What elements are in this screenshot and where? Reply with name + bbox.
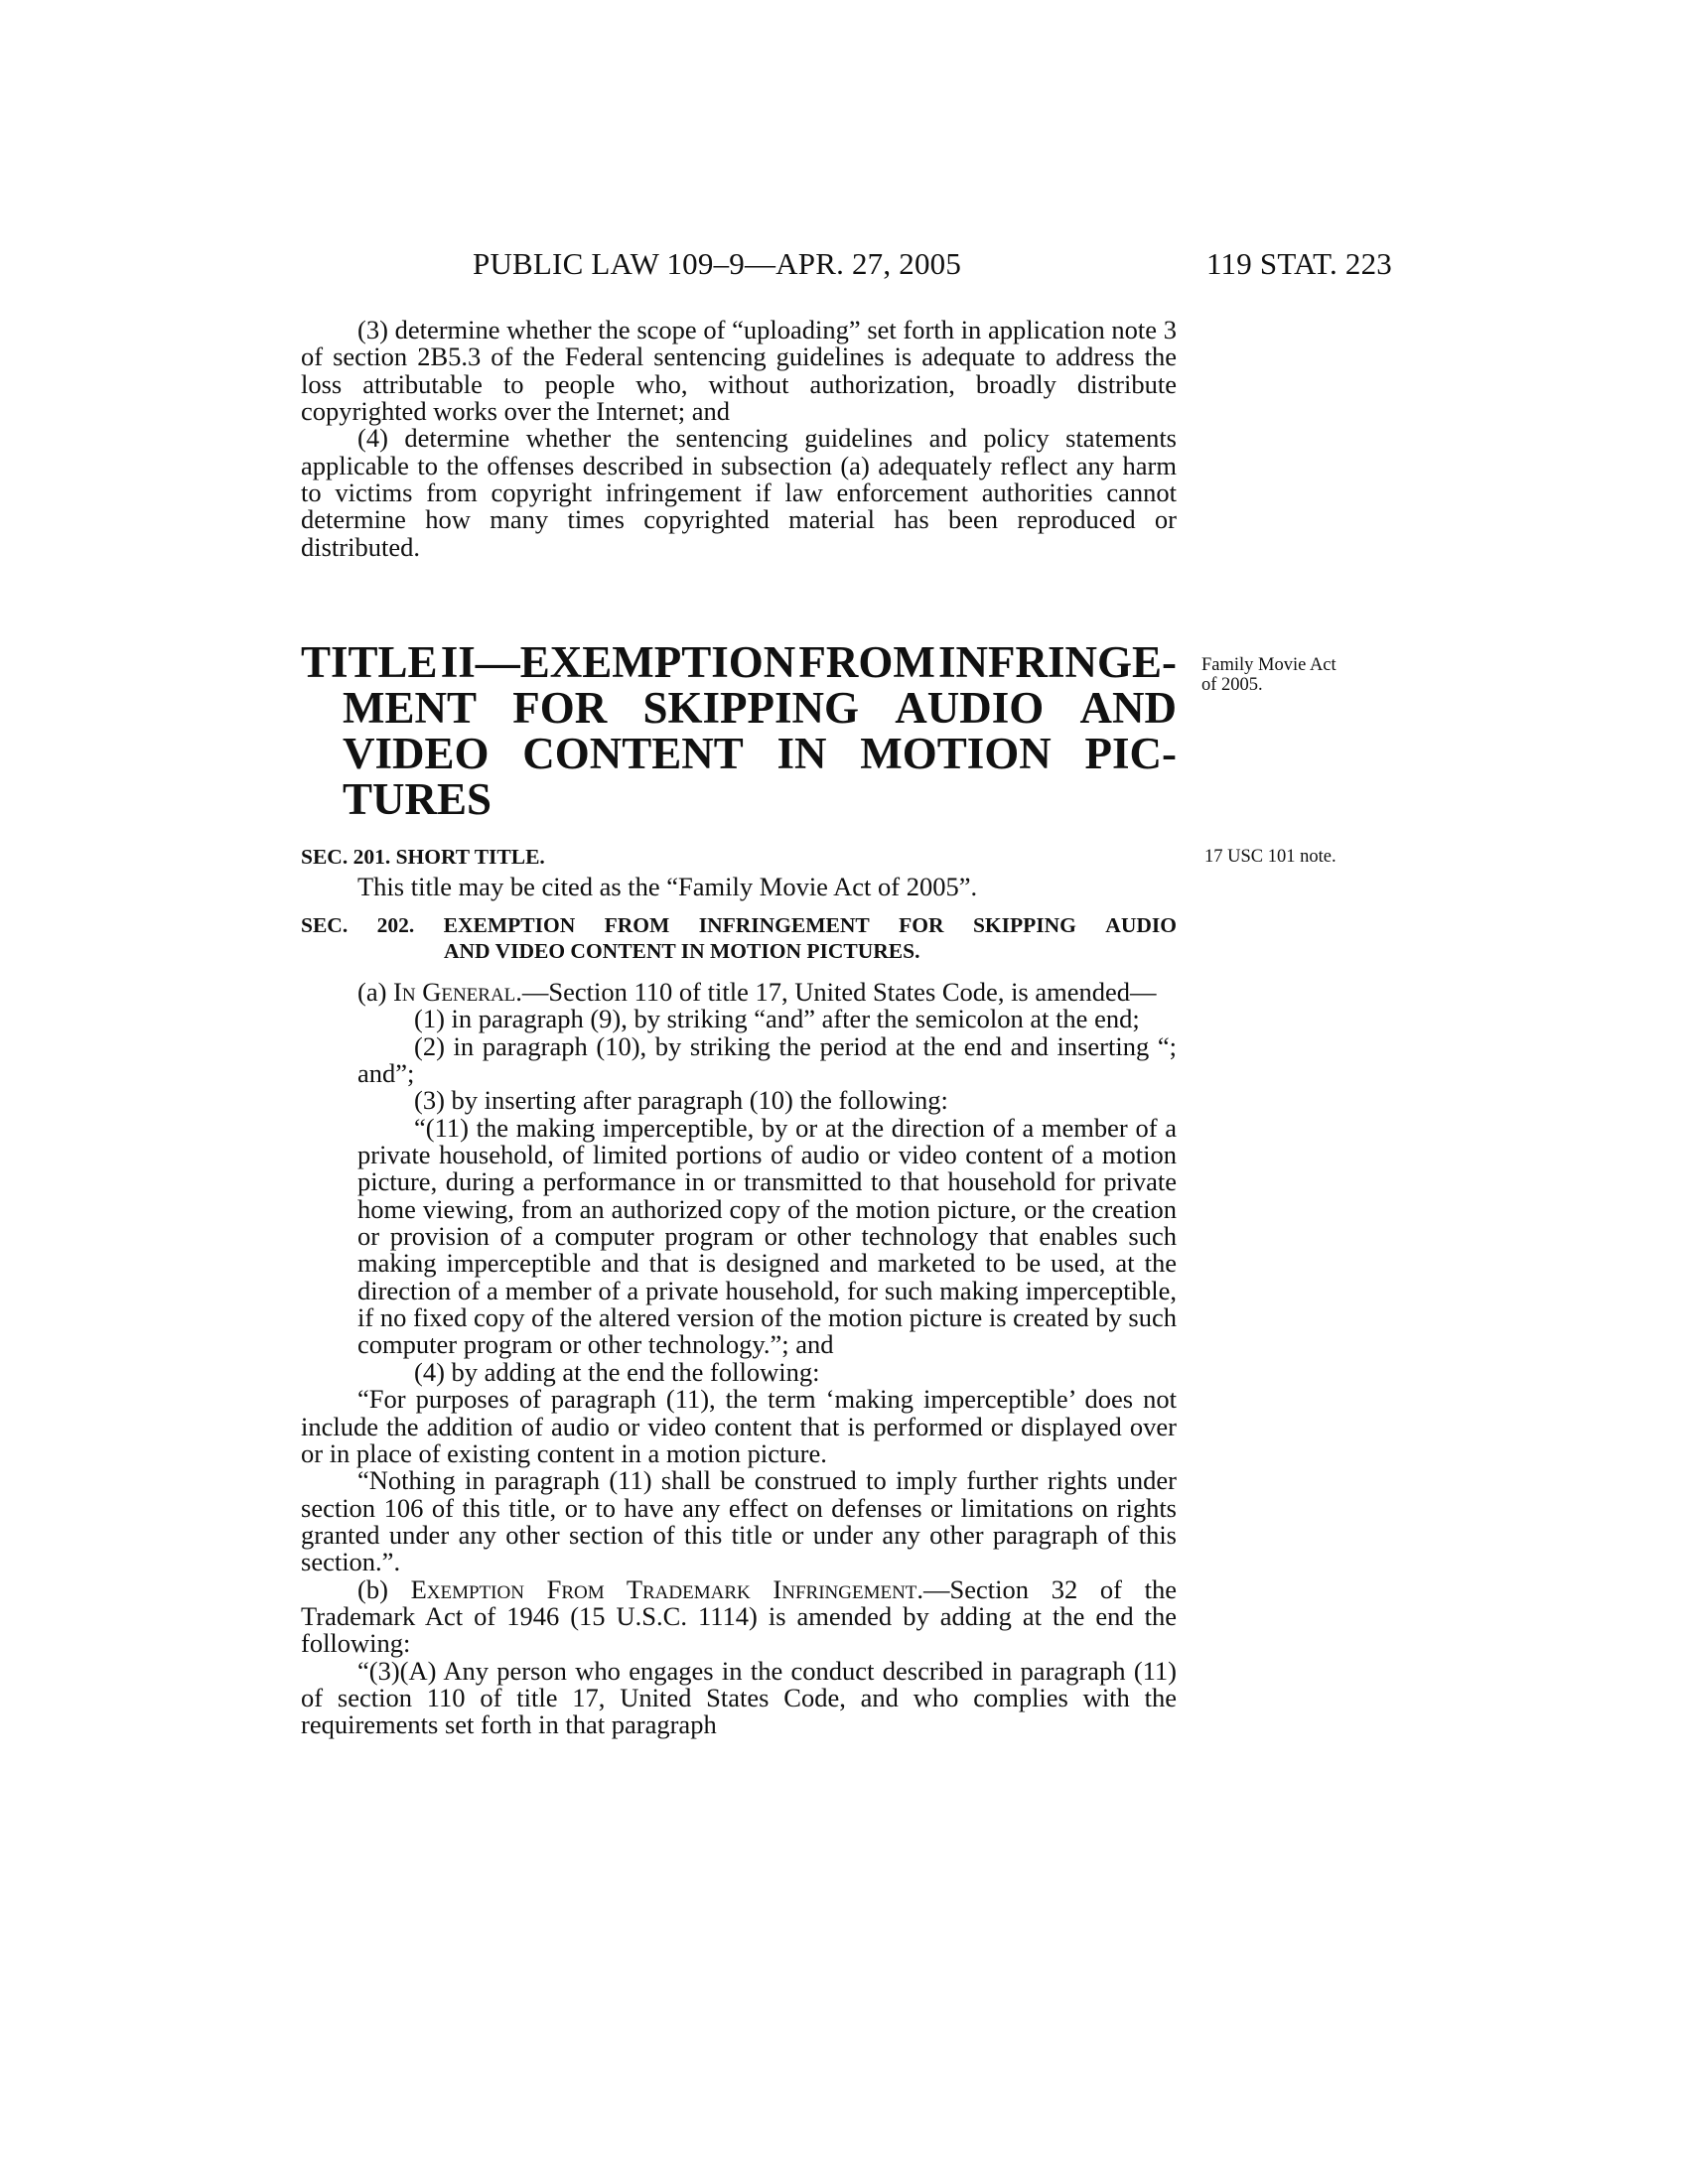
title-line-2: MENT FOR SKIPPING AUDIO AND — [343, 683, 1177, 733]
sec-201-heading: SEC. 201. SHORT TITLE. — [301, 845, 545, 869]
paragraph-4: (4) determine whether the sentencing guidelines and policy statements applicable to the offenses described in subsection (a) adequately reflect any harm to victims from copyright infringement if law enforcement authorities cannot determine how many times copyrighted material has been reproduced or distributed. — [301, 423, 1177, 562]
title-line-3: VIDEO CONTENT IN MOTION PIC- — [343, 729, 1177, 778]
title-ii-heading — [301, 639, 1177, 822]
quoted-nothing: “Nothing in paragraph (11) shall be construed to imply further rights under section 106 of this title, or to have any effect on defenses or limitations on rights granted under any other section of this title or under any other paragraph of this section.”. — [301, 1465, 1177, 1577]
amendment-2: (2) in paragraph (10), by striking the period at the end and inserting “; and”; — [357, 1030, 1177, 1089]
amendment-1: (1) in paragraph (9), by striking “and” after the semicolon at the end; — [414, 1004, 1140, 1034]
sec-201-text: This title may be cited as the “Family Movie Act of 2005”. — [357, 872, 978, 901]
paragraph-3: (3) determine whether the scope of “uploading” set forth in application note 3 of section 2B5.3 of the Federal sentencing guidelines is adequate to address the loss attributable to people who, without authorization, broadly distribute copyrighted works over the Internet; and — [301, 315, 1177, 427]
sec-202-body — [301, 979, 1177, 1739]
amendment-4: (4) by adding at the end the following: — [414, 1356, 820, 1387]
amendment-3: (3) by inserting after paragraph (10) the following: — [414, 1085, 948, 1116]
margin-note-family-movie-act: Family Movie Act of 2005. — [1201, 655, 1336, 695]
subsection-b: (b) Exemption From Trademark Infringement.—Section 32 of the Trademark Act of 1946 (15 U.S.C. 1114) is amended by adding at the end the following: — [301, 1573, 1177, 1659]
subsection-a: (a) In General.—Section 110 of title 17, United States Code, is amended— — [357, 977, 1157, 1007]
quoted-3a: “(3)(A) Any person who engages in the conduct described in paragraph (11) of section 110 of title 17, United States Code, and who complies with the requirements set forth in that paragraph — [301, 1655, 1177, 1740]
intro-paragraphs — [301, 317, 1177, 561]
margin-note-usc: 17 USC 101 note. — [1204, 847, 1336, 867]
quoted-paragraph-11: “(11) the making imperceptible, by or at the direction of a member of a private household, of limited portions of audio or video content of a motion picture, during a performance in or transmitted to that household for private home viewing, from an authorized copy of the motion picture, or the creation or provision of a computer program or other technology that enables such making imperceptible and that is designed and marketed to be used, at the direction of a member of a private household, for such making imperceptible, if no fixed copy of the altered version of the motion picture is created by such computer program or other technology.”; and — [357, 1112, 1177, 1360]
title-line-4: TURES — [343, 774, 492, 824]
page-header-public-law: PUBLIC LAW 109–9—APR. 27, 2005 — [473, 246, 962, 281]
page-header-stat: 119 STAT. 223 — [1206, 246, 1392, 281]
quoted-purposes: “For purposes of paragraph (11), the term ‘making imperceptible’ does not include the addition of audio or video content that is performed or displayed over or in place of existing content in a motion picture. — [301, 1384, 1177, 1468]
sec-202-heading: SEC. 202. EXEMPTION FROM INFRINGEMENT FOR SKIPPING AUDIO AND VIDEO CONTENT IN MOTION PICTURES. — [301, 913, 1177, 963]
title-line-1: TITLE II—EXEMPTION FROM INFRINGE- — [301, 637, 1177, 687]
